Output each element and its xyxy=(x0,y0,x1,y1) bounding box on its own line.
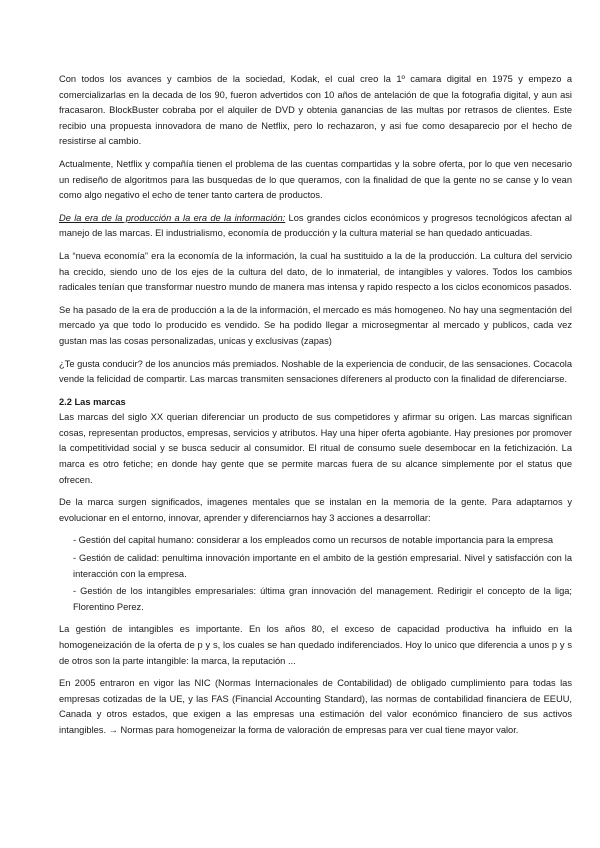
bullet-item: - Gestión de los intangibles empresariales: última gran innovación del management. Redirigir el concepto de la liga; Florentino Perez. xyxy=(73,586,572,612)
paragraph-era-informacion xyxy=(59,211,572,242)
bullet-item: - Gestión del capital humano: considerar a los empleados como un recursos de notable importancia para la empresa xyxy=(73,535,554,546)
paragraph-lead-heading: De la era de la producción a la era de la información: xyxy=(59,212,286,223)
paragraph-marcas-siglo-xx: Las marcas del siglo XX querian diferenciar un producto de sus competidores y afirmar su origen. Las marcas significan cosas, representan productos, empresas, servicios y atributos. Hay una hiper oferta agobiante. Hay presiones por promover la competitividad social y se busca seducir al consumidor. El ritual de consumo suele desembocar en la fetichización. La marca es otro fetiche; en donde hay gente que se permite marcas fuera de su alcance simplemente por el status que ofrecen. xyxy=(59,412,572,485)
paragraph-homogeneo: Se ha pasado de la era de producción a la de la información, el mercado es más homogeneo. No hay una segmentación del mercado ya que todo lo producido es vendido. Se ha podido llegar a microsegmentar al mercado y publicos, cada vez gustan mas las cosas personalizadas, unicas y exclusivas (zapas) xyxy=(59,304,572,346)
paragraph-significados: De la marca surgen significados, imagenes mentales que se instalan en la memoria de la gente. Para adaptarnos y evolucionar en el entorno, innovar, aprender y diferenciarnos hay 3 acciones a desarrollar: xyxy=(59,497,572,523)
paragraph-nueva-economia: La “nueva economía” era la economía de la información, la cual ha sustituido a la de la producción. La cultura del servicio ha crecido, siendo uno de los ejes de la cultura del dato, de lo inmaterial, de intangibles y valores. Todos los cambios radicales tenían que transformar nuestro mundo de manera mas intensa y rapido respecto a los ciclos economicos pasados. xyxy=(59,250,572,293)
paragraph-lead-body: Los grandes ciclos económicos y progresos tecnológicos afectan al manejo de las marcas. El industrialismo, economía de producción y la cultura material se han quedado anticuadas. xyxy=(59,212,572,239)
bullet-item: - Gestión de calidad: penultima innovación importante en el ambito de la gestión empresarial. Nivel y satisfacción con la interacción con la empresa. xyxy=(73,553,572,579)
paragraph-kodak-blockbuster: Con todos los avances y cambios de la sociedad, Kodak, el cual creo la 1º camara digital en 1975 y empezo a comercializarlas en la decada de los 90, fueron advertidos con 10 años de antelación de que la fotografia digital, y aun asi fracasaron. BlockBuster cobraba por el alquiler de DVD y obtenia ganancias de las multas por retrasos de clientes. Este recibio una propuesta innovadora de mano de Netflix, pero lo rechazaron, y asi fue como desaparecio por el hecho de resistirse al cambio. xyxy=(59,74,572,147)
section-heading: 2.2 Las marcas xyxy=(59,396,126,407)
paragraph-conducir: ¿Te gusta conducir? de los anuncios más premiados. Noshable de la experiencia de conducir, de las sensaciones. Cocacola vende la felicidad de compartir. Las marcas transmiten sensaciones dífereners al producto con la finalidad de diferenciarse. xyxy=(59,358,572,385)
paragraph-nic-fas: En 2005 entraron en vigor las NIC (Normas Internacionales de Contabilidad) de obligado cumplimiento para todas las empresas cotizadas de la UE, y las FAS (Financial Accounting Standard), las normas de contabilidad financiera de EEUU, Canada y otros estados, que exigen a las empresas una estimación del valor económico financiero de sus activos intangibles. → Normas para homogeneizar la forma de valoración de empresas para ver cual tiene mayor valor. xyxy=(59,678,572,735)
document-page xyxy=(59,72,572,746)
bullet-list xyxy=(59,533,572,615)
paragraph-intangibles: La gestión de intangibles es importante. En los años 80, el exceso de capacidad productiva ha influido en la homogeneización de la oferta de p y s, los cuales se han quedado indiferenciados. Hoy lo unico que diferencia a unos p y s de otros son la parte intangible: la marca, la reputación ... xyxy=(59,624,572,666)
paragraph-netflix: Actualmente, Netflix y compañía tienen el problema de las cuentas compartidas y la sobre oferta, por lo que ven necesario un rediseño de algoritmos para las busquedas de lo que queramos, con la finalidad de que la gente no se canse y lo vean como algo negativo el echo de tener tanto cartera de productos. xyxy=(59,158,572,201)
